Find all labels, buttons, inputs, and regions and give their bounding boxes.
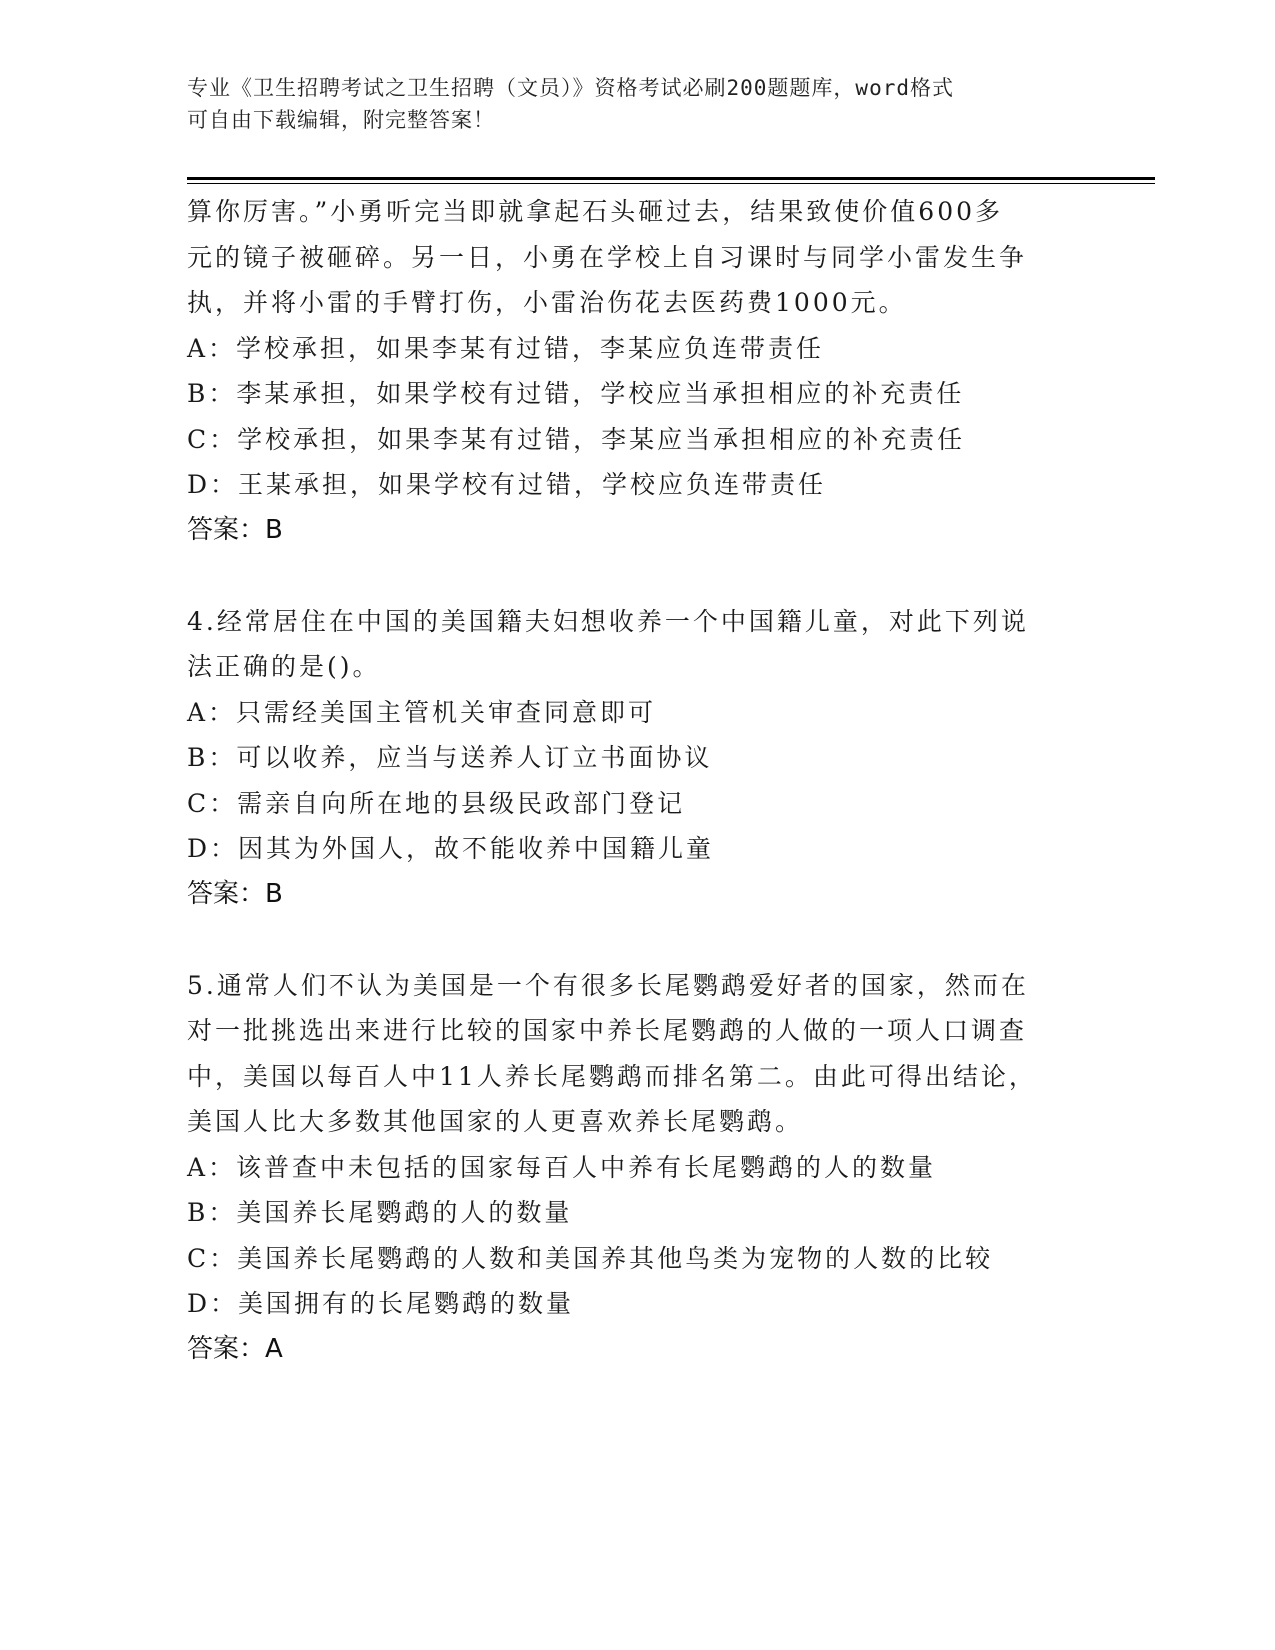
question-3-stem-line: 算你厉害。”小勇听完当即就拿起石头砸过去，结果致使价值600多 — [187, 197, 1004, 226]
question-5-option-a: A：该普查中未包括的国家每百人中养有长尾鹦鹉的人的数量 — [187, 1152, 937, 1182]
question-3-stem-line: 元的镜子被砸碎。另一日，小勇在学校上自习课时与同学小雷发生争 — [187, 242, 1028, 272]
question-3-option-c: C：学校承担，如果李某有过错，李某应当承担相应的补充责任 — [187, 424, 966, 454]
header-title-line-1: 专业《卫生招聘考试之卫生招聘（文员）》资格考试必刷200题题库，word格式 — [187, 76, 954, 100]
question-5-option-c: C：美国养长尾鹦鹉的人数和美国养其他鸟类为宠物的人数的比较 — [187, 1243, 994, 1273]
question-4-option-c: C：需亲自向所在地的县级民政部门登记 — [187, 788, 686, 818]
question-3-answer: 答案：B — [187, 514, 283, 545]
question-4-block — [187, 599, 1067, 918]
question-5-block — [187, 963, 1067, 1373]
question-3-option-b: B：李某承担，如果学校有过错，学校应当承担相应的补充责任 — [187, 379, 965, 408]
question-5-option-d: D：美国拥有的长尾鹦鹉的数量 — [187, 1289, 575, 1318]
question-4-answer: 答案：B — [187, 878, 283, 909]
question-3-block — [187, 189, 1067, 553]
question-5-stem-line: 美国人比大多数其他国家的人更喜欢养长尾鹦鹉。 — [187, 1107, 804, 1136]
question-4-option-b: B：可以收养，应当与送养人订立书面协议 — [187, 743, 713, 772]
question-5-stem-line: 对一批挑选出来进行比较的国家中养长尾鹦鹉的人做的一项人口调查 — [187, 1016, 1028, 1045]
question-content — [187, 189, 1067, 1372]
question-spacer — [187, 553, 1067, 599]
header-title-line-2: 可自由下载编辑，附完整答案！ — [187, 108, 495, 132]
question-5-stem-line: 5.通常人们不认为美国是一个有很多长尾鹦鹉爱好者的国家，然而在 — [187, 970, 1029, 1000]
question-3-stem-line: 执，并将小雷的手臂打伤，小雷治伤花去医药费1000元。 — [187, 288, 907, 317]
question-4-stem-line: 4.经常居住在中国的美国籍夫妇想收养一个中国籍儿童，对此下列说 — [187, 606, 1029, 636]
question-spacer — [187, 917, 1067, 963]
question-4-option-d: D：因其为外国人，故不能收养中国籍儿童 — [187, 834, 715, 863]
question-3-option-d: D：王某承担，如果学校有过错，学校应负连带责任 — [187, 470, 827, 499]
header-divider-thick — [187, 177, 1155, 180]
question-4-option-a: A：只需经美国主管机关审查同意即可 — [187, 697, 657, 727]
question-4-stem-line: 法正确的是()。 — [187, 652, 381, 681]
question-5-stem-line: 中，美国以每百人中11人养长尾鹦鹉而排名第二。由此可得出结论， — [187, 1061, 1037, 1091]
page-header — [187, 72, 1067, 136]
header-divider-thin — [187, 183, 1155, 184]
question-5-option-b: B：美国养长尾鹦鹉的人的数量 — [187, 1198, 573, 1227]
question-3-option-a: A：学校承担，如果李某有过错，李某应负连带责任 — [187, 333, 825, 363]
question-5-answer: 答案：A — [187, 1333, 283, 1364]
